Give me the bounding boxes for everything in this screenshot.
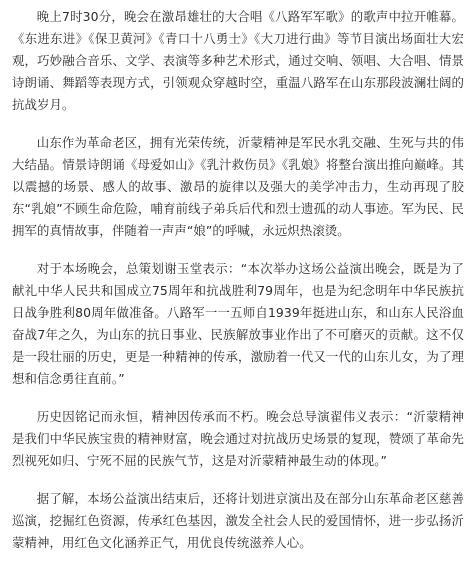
article-paragraph-4: 历史因铭记而永恒，精神因传承而不朽。晚会总导演翟伟义表示：“沂蒙精神是我们中华民族宝贵的精神财富，晚会通过对抗战历史场景的复现，赞颂了革命先烈视死如归、宁死不屈的民族气节，这是对沂蒙精神最生动的体现。” [12, 409, 464, 468]
article-paragraph-5: 据了解，本场公益演出结束后，还将计划进京演出及在部分山东革命老区慈善巡演，挖掘红色资源，传承红色基因，激发全社会人民的爱国情怀，进一步弘扬沂蒙精神，用红色文化涵养正气，用优良传统滋养人心。 [12, 491, 464, 550]
article-paragraph-3: 对于本场晚会，总策划谢玉堂表示：“本次举办这场公益演出晚会，既是为了献礼中华人民共和国成立75周年和抗战胜利79周年，也是为纪念明年中华民族抗日战争胜利80周年做准备。八路军一一五师自1939年挺进山东，和山东人民浴血奋战7年之久，为山东的抗日事业、民族解放事业作出了不可磨灭的贡献。这不仅是一段壮丽的历史，更是一种精神的传承，激励着一代又一代的山东儿女，为了理想和信念勇往直前。” [12, 261, 464, 386]
article-paragraph-2: 山东作为革命老区，拥有光荣传统，沂蒙精神是军民水乳交融、生死与共的伟大结晶。情景诗朗诵《母爱如山》《乳汁救伤员》《乳娘》将整台演出推向巅峰。其以震撼的场景、感人的故事、激昂的旋律以及强大的美学冲击力，生动再现了胶东“乳娘”不顾生命危险，哺育前线子弟兵后代和烈士遗孤的动人事迹。军为民、民拥军的真情故事，伴随着一声声“娘”的呼喊，永远炽热滚烫。 [12, 135, 464, 238]
article-paragraph-1: 晚上7时30分，晚会在激昂雄壮的大合唱《八路军军歌》的歌声中拉开帷幕。《东进东进》《保卫黄河》《青口十八勇士》《大刀进行曲》等节目演出场面壮大宏观，巧妙融合音乐、文学、表演等多种艺术形式，通过交响、领唱、大合唱、情景诗朗诵、舞蹈等表现方式，引领观众穿越时空，重温八路军在山东那段波澜壮阔的抗战岁月。 [12, 9, 464, 112]
